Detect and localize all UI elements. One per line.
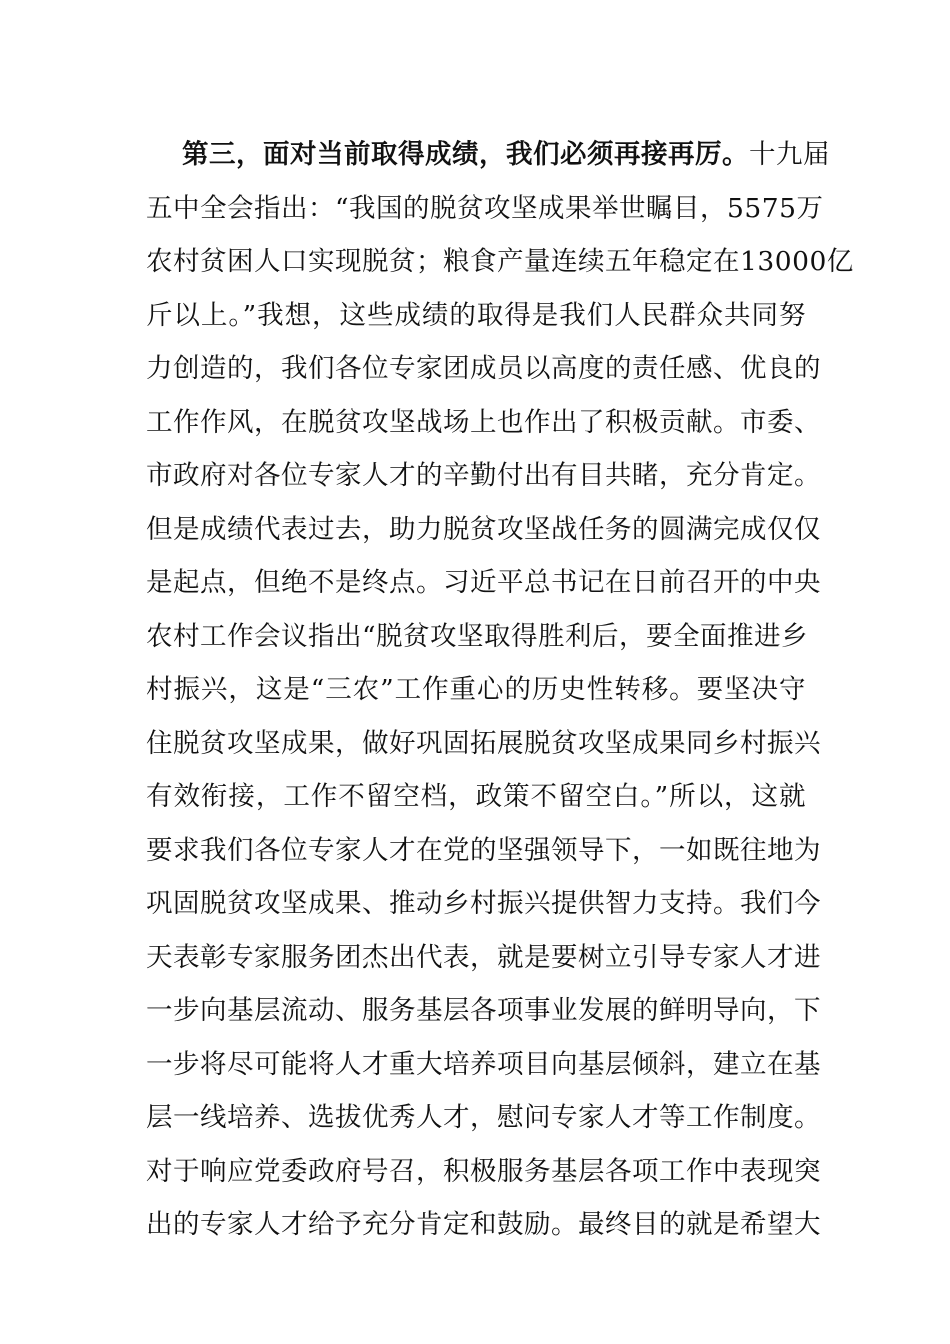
text-line: 十九届: [749, 139, 830, 170]
text-line: 对于响应党委政府号召，积极服务基层各项工作中表现突: [146, 1155, 821, 1187]
text-line: 一步向基层流动、服务基层各项事业发展的鲜明导向，下: [146, 995, 821, 1026]
text-line: 农村贫困人口实现脱贫；粮食产量连续五年稳定在13000亿: [146, 246, 854, 277]
text-line: 层一线培养、选拔优秀人才，慰问专家人才等工作制度。: [146, 1102, 821, 1133]
text-line: 住脱贫攻坚成果，做好巩固拓展脱贫攻坚成果同乡村振兴: [146, 727, 821, 759]
paragraph-lead-bold: 第三，面对当前取得成绩，我们必须再接再厉。: [182, 139, 749, 170]
text-line: 力创造的，我们各位专家团成员以高度的责任感、优良的: [146, 353, 821, 384]
text-line: 市政府对各位专家人才的辛勤付出有目共睹，充分肯定。: [146, 460, 821, 491]
text-line: 天表彰专家服务团杰出代表，就是要树立引导专家人才进: [146, 941, 821, 973]
text-line: 是起点，但绝不是终点。习近平总书记在日前召开的中央: [146, 567, 821, 598]
text-line: 斤以上。”我想，这些成绩的取得是我们人民群众共同努: [146, 299, 806, 331]
text-line: 要求我们各位专家人才在党的坚强领导下，一如既往地为: [146, 834, 821, 866]
document-body: [146, 128, 854, 1252]
text-line: 出的专家人才给予充分肯定和鼓励。最终目的就是希望大: [146, 1209, 821, 1240]
text-line: 五中全会指出：“我国的脱贫攻坚成果举世瞩目，5575万: [146, 192, 824, 224]
text-line: 巩固脱贫攻坚成果、推动乡村振兴提供智力支持。我们今: [146, 888, 821, 919]
text-line: 但是成绩代表过去，助力脱贫攻坚战任务的圆满完成仅仅: [146, 513, 821, 545]
text-line: 农村工作会议指出“脱贫攻坚取得胜利后，要全面推进乡: [146, 620, 809, 652]
text-line: 村振兴，这是“三农”工作重心的历史性转移。要坚决守: [146, 674, 806, 705]
text-line: 工作作风，在脱贫攻坚战场上也作出了积极贡献。市委、: [146, 406, 821, 438]
text-line: 一步将尽可能将人才重大培养项目向基层倾斜，建立在基: [146, 1048, 821, 1080]
text-line: 有效衔接，工作不留空档，政策不留空白。”所以，这就: [146, 781, 806, 812]
paragraph-first-line: [146, 128, 830, 182]
